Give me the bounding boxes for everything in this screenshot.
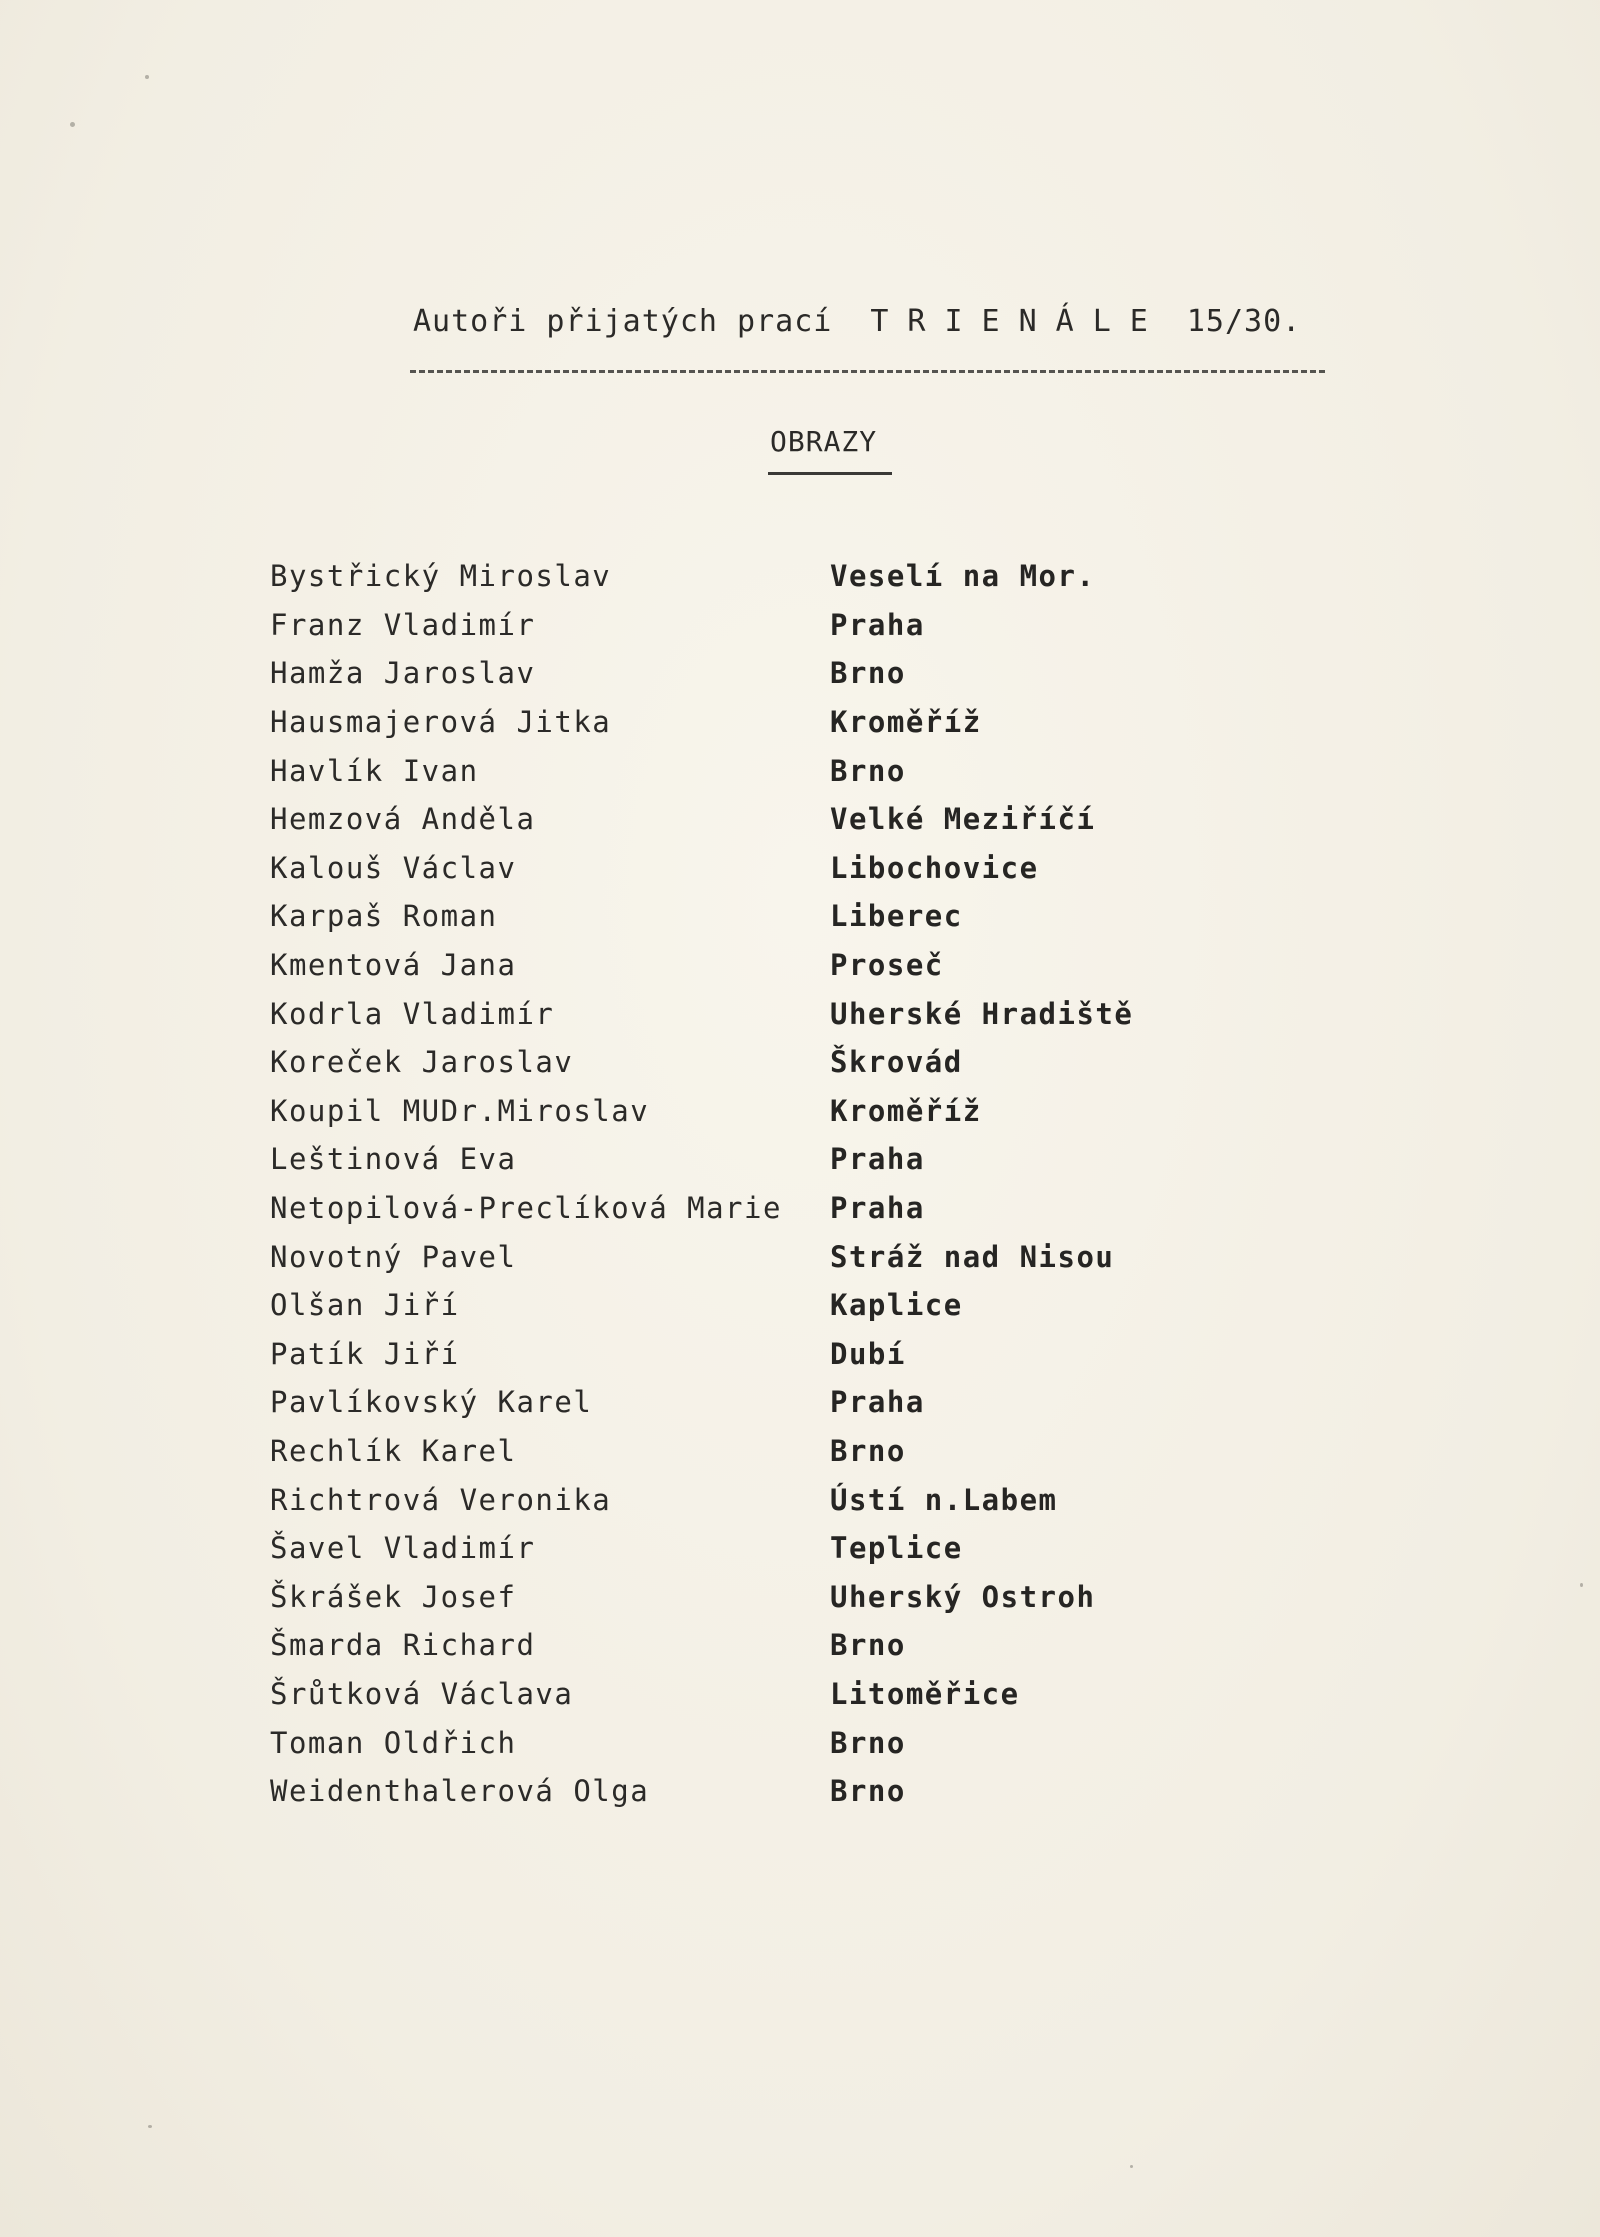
author-city: Stráž nad Nisou (830, 1239, 1115, 1274)
paper-speck (1130, 2165, 1133, 2168)
author-city: Brno (830, 1725, 906, 1760)
author-city: Praha (830, 607, 925, 642)
document-heading (413, 304, 1301, 339)
paper-speck (148, 2125, 152, 2128)
author-name: Richtrová Veronika (270, 1482, 612, 1517)
list-item (270, 844, 1270, 893)
author-name: Hamža Jaroslav (270, 656, 536, 691)
author-city: Proseč (830, 948, 944, 983)
author-name: Karpaš Roman (270, 899, 498, 934)
author-name: Franz Vladimír (270, 607, 536, 642)
author-city: Litoměřice (830, 1676, 1020, 1711)
author-city: Praha (830, 1142, 925, 1177)
author-city: Brno (830, 656, 906, 691)
author-city: Uherský Ostroh (830, 1579, 1096, 1614)
heading-code: 15/30. (1186, 304, 1302, 339)
author-name: Novotný Pavel (270, 1239, 517, 1274)
author-name: Olšan Jiří (270, 1288, 460, 1323)
author-city: Ústí n.Labem (830, 1482, 1058, 1517)
author-city: Kroměříž (830, 705, 982, 740)
author-name: Leštinová Eva (270, 1142, 517, 1177)
author-name: Šmarda Richard (270, 1628, 536, 1663)
list-item (270, 1524, 1270, 1573)
heading-underline (410, 370, 1325, 373)
list-item (270, 1087, 1270, 1136)
author-city: Brno (830, 1628, 906, 1663)
list-item (270, 1330, 1270, 1379)
author-name: Koupil MUDr.Miroslav (270, 1093, 650, 1128)
author-city: Dubí (830, 1336, 906, 1371)
author-city: Teplice (830, 1531, 963, 1566)
author-name: Patík Jiří (270, 1336, 460, 1371)
author-name: Weidenthalerová Olga (270, 1774, 650, 1809)
author-name: Hausmajerová Jitka (270, 705, 612, 740)
list-item (270, 649, 1270, 698)
author-name: Kodrla Vladimír (270, 996, 555, 1031)
paper-speck (1580, 1583, 1583, 1587)
list-item (270, 1232, 1270, 1281)
author-name: Netopilová-Preclíková Marie (270, 1191, 782, 1226)
author-city: Kroměříž (830, 1093, 982, 1128)
list-item (270, 601, 1270, 650)
list-item (270, 746, 1270, 795)
list-item (270, 1475, 1270, 1524)
author-city: Veselí na Mor. (830, 559, 1096, 594)
list-item (270, 941, 1270, 990)
list-item (270, 1572, 1270, 1621)
author-name: Pavlíkovský Karel (270, 1385, 593, 1420)
author-name: Šrůtková Václava (270, 1676, 574, 1711)
author-name: Rechlík Karel (270, 1433, 517, 1468)
paper-speck (70, 122, 75, 127)
heading-word: TRIENÁLE (870, 304, 1167, 339)
list-item (270, 1135, 1270, 1184)
author-name: Škrášek Josef (270, 1579, 517, 1614)
author-city: Uherské Hradiště (830, 996, 1134, 1031)
author-name: Bystřický Miroslav (270, 559, 612, 594)
author-city: Brno (830, 1433, 906, 1468)
list-item (270, 1718, 1270, 1767)
author-city: Praha (830, 1191, 925, 1226)
author-city: Kaplice (830, 1288, 963, 1323)
list-item (270, 989, 1270, 1038)
list-item (270, 892, 1270, 941)
section-title: OBRAZY (770, 425, 878, 458)
author-city: Praha (830, 1385, 925, 1420)
list-item (270, 698, 1270, 747)
author-name: Kmentová Jana (270, 948, 517, 983)
author-city: Libochovice (830, 850, 1039, 885)
author-name: Havlík Ivan (270, 753, 479, 788)
author-name: Hemzová Anděla (270, 802, 536, 837)
list-item (270, 1038, 1270, 1087)
list-item (270, 1621, 1270, 1670)
author-name: Toman Oldřich (270, 1725, 517, 1760)
list-item (270, 1427, 1270, 1476)
author-name: Kalouš Václav (270, 850, 517, 885)
list-item (270, 1670, 1270, 1719)
list-item (270, 1767, 1270, 1816)
author-city: Brno (830, 1774, 906, 1809)
list-item (270, 1378, 1270, 1427)
list-item (270, 1184, 1270, 1233)
paper-speck (145, 75, 149, 79)
author-city: Brno (830, 753, 906, 788)
author-name: Koreček Jaroslav (270, 1045, 574, 1080)
author-name: Šavel Vladimír (270, 1531, 536, 1566)
heading-text: Autoři přijatých prací (413, 304, 833, 339)
author-city: Škrovád (830, 1045, 963, 1080)
list-item (270, 795, 1270, 844)
author-city: Liberec (830, 899, 963, 934)
list-item (270, 1281, 1270, 1330)
section-underline (768, 472, 892, 475)
list-item (270, 552, 1270, 601)
author-list (270, 552, 1270, 1815)
author-city: Velké Meziříčí (830, 802, 1096, 837)
